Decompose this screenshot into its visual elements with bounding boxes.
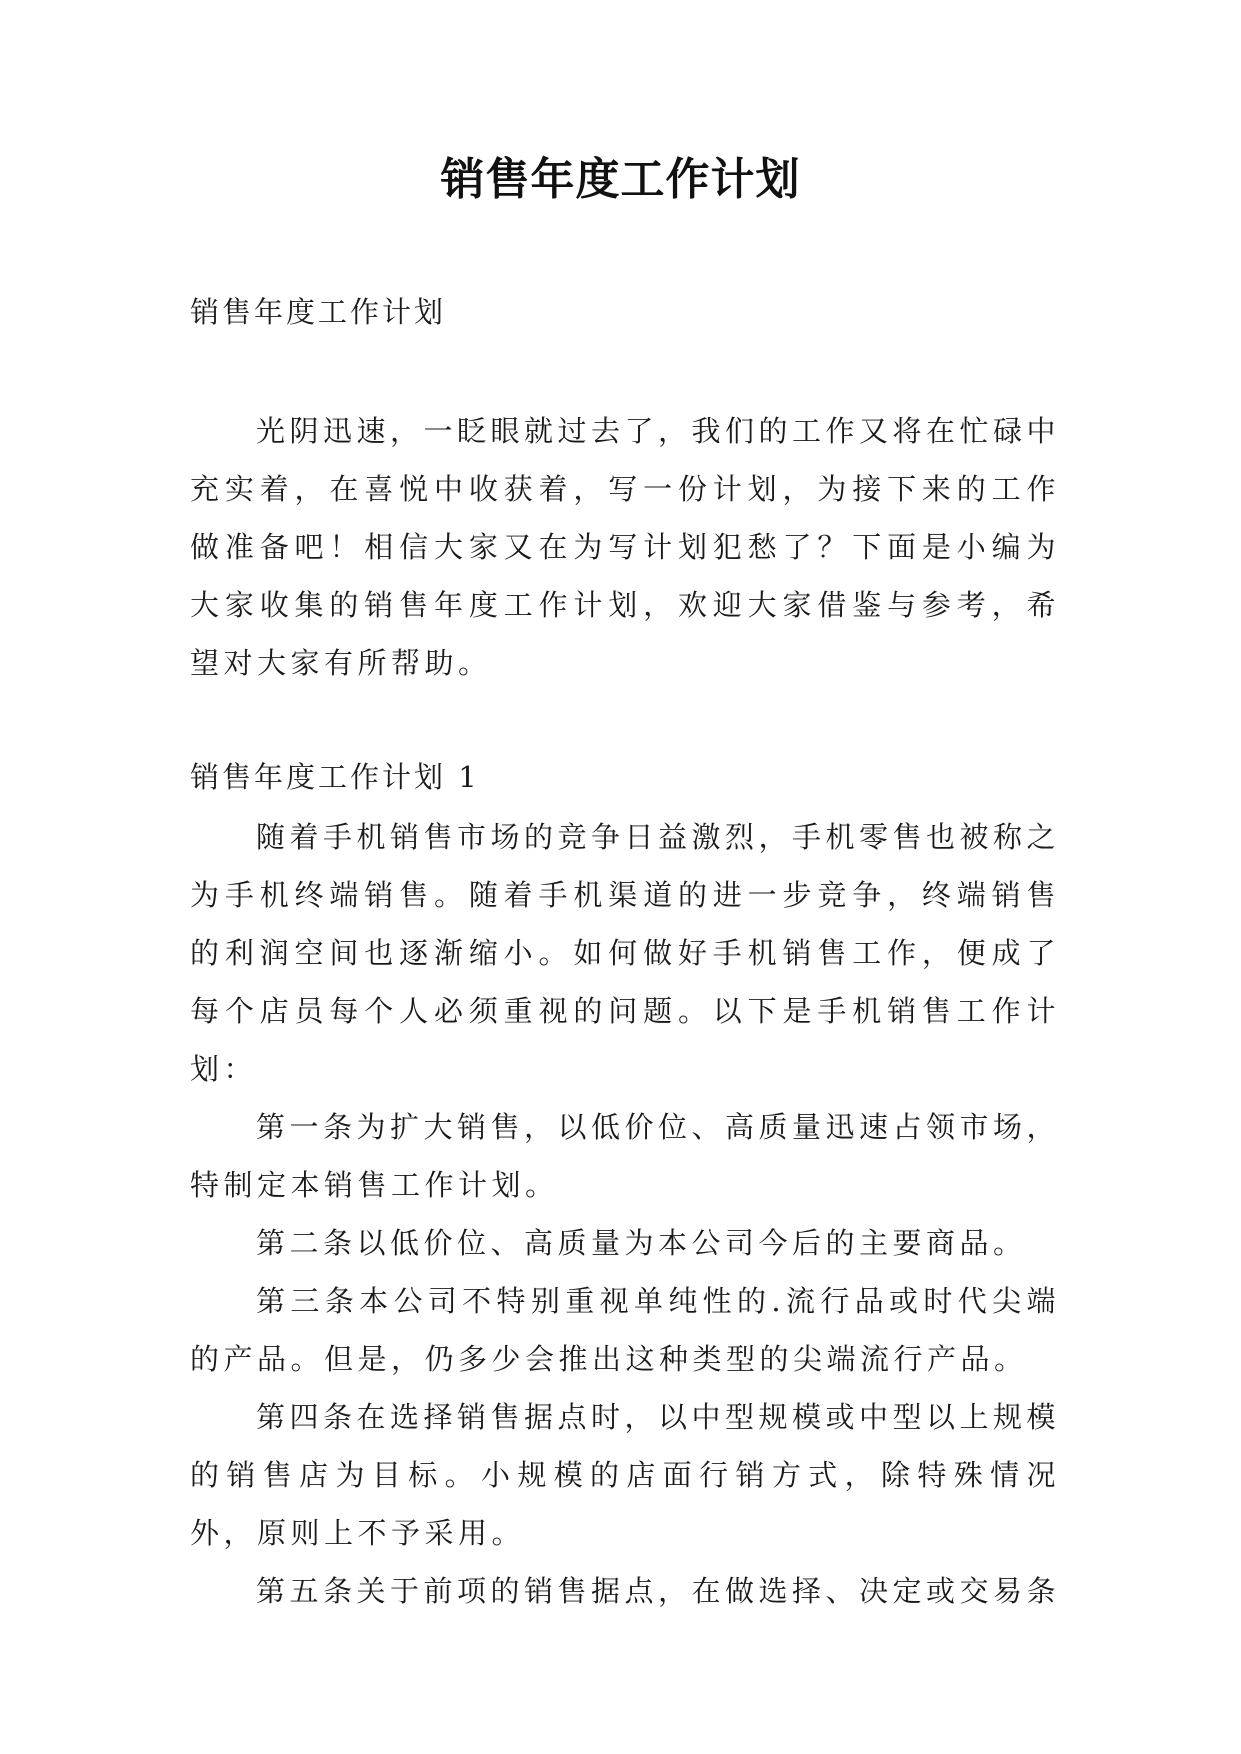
paragraph-6: 第五条关于前项的销售据点，在做选择、决定或交易条: [256, 1574, 1061, 1608]
paragraph-1: 随着手机销售市场的竞争日益激烈，手机零售也被称之为手机终端销售。随着手机渠道的进一步竞争，终端销售的利润空间也逐渐缩小。如何做好手机销售工作，便成了每个店员每个人必须重视的问题。以下是手机销售工作计划：: [190, 820, 1061, 1086]
section-body: [190, 808, 1060, 1620]
section-heading: 销售年度工作计划 1: [190, 760, 480, 794]
intro-section: [190, 402, 1060, 692]
paragraph-2: 第一条为扩大销售，以低价位、高质量迅速占领市场，特制定本销售工作计划。: [190, 1110, 1061, 1202]
document-subtitle: 销售年度工作计划: [190, 295, 447, 329]
document-title: 销售年度工作计划: [440, 154, 801, 205]
paragraph-3: 第二条以低价位、高质量为本公司今后的主要商品。: [256, 1226, 1027, 1260]
paragraph-5: 第四条在选择销售据点时，以中型规模或中型以上规模的销售店为目标。小规模的店面行销方式，除特殊情况外，原则上不予采用。: [190, 1400, 1061, 1550]
paragraph-4: 第三条本公司不特别重视单纯性的.流行品或时代尖端的产品。但是，仍多少会推出这种类型的尖端流行产品。: [190, 1284, 1060, 1376]
intro-paragraph: 光阴迅速，一眨眼就过去了，我们的工作又将在忙碌中充实着，在喜悦中收获着，写一份计划，为接下来的工作做准备吧！相信大家又在为写计划犯愁了？下面是小编为大家收集的销售年度工作计划，欢迎大家借鉴与参考，希望对大家有所帮助。: [190, 414, 1061, 680]
